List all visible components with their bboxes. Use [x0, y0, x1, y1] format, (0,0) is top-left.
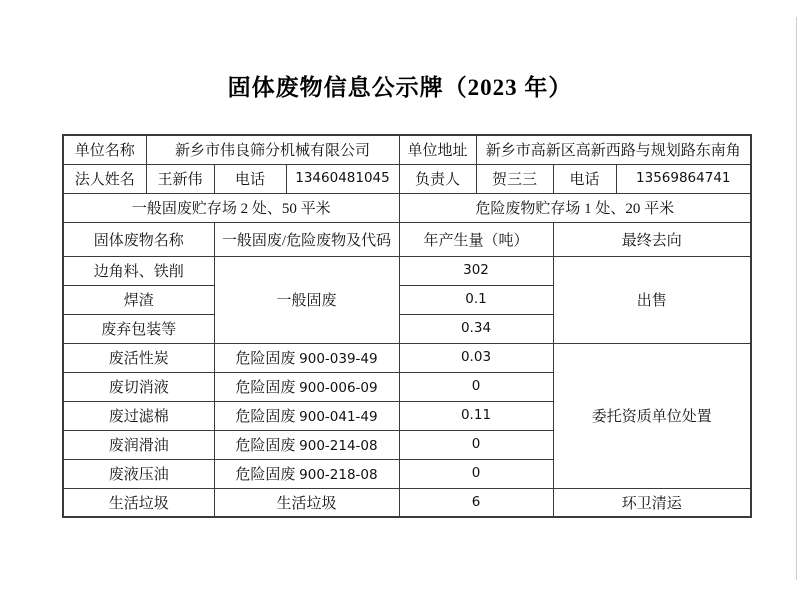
phone1-number: 13460481045: [295, 170, 390, 186]
phone2-label: 电话: [553, 164, 616, 193]
amount-value: 0: [471, 465, 481, 481]
phone1-label: 电话: [214, 164, 286, 193]
waste-amount: [399, 488, 553, 517]
amount-value: 0.11: [460, 407, 492, 423]
hazard-code: 900-006-09: [299, 380, 378, 396]
waste-code: 生活垃圾: [214, 488, 399, 517]
waste-amount: [399, 401, 553, 430]
waste-amount: [399, 372, 553, 401]
row-storage: [63, 193, 751, 222]
hazard-category: 危险固废: [235, 467, 296, 483]
waste-name: 生活垃圾: [63, 488, 214, 517]
waste-name: 废液压油: [63, 459, 214, 488]
general-storage-cell: 一般固废贮存场 2 处、50 平米: [63, 193, 399, 222]
amount-value: 6: [471, 493, 481, 510]
amount-value: 0.1: [465, 291, 487, 307]
hazard-category: 危险固废: [235, 380, 296, 396]
waste-name: 边角料、铁削: [63, 256, 214, 285]
unit-address-label: 单位地址: [399, 135, 476, 164]
hazard-code: 900-041-49: [299, 409, 378, 425]
row-contacts: [63, 164, 751, 193]
waste-amount: [399, 256, 553, 285]
phone2-number: 13569864741: [636, 170, 731, 186]
amount-value: 302: [463, 262, 489, 278]
table-row: [63, 488, 751, 517]
hazard-storage-cell: 危险废物贮存场 1 处、20 平米: [399, 193, 751, 222]
phone1-value: [286, 164, 399, 193]
amount-value: 0: [471, 436, 481, 452]
manager-value: 贺三三: [476, 164, 553, 193]
hazard-category: 危险固废: [235, 351, 296, 367]
waste-amount: [399, 314, 553, 343]
row-unit-info: [63, 135, 751, 164]
unit-address-value: 新乡市高新区高新西路与规划路东南角: [476, 135, 751, 164]
waste-code: [214, 372, 399, 401]
col-header-destination: 最终去向: [553, 222, 751, 256]
waste-code: [214, 459, 399, 488]
table-row: [63, 343, 751, 372]
phone2-value: [616, 164, 751, 193]
hazard-category: 危险固废: [235, 409, 296, 425]
waste-code: [214, 343, 399, 372]
col-header-amount: 年产生量（吨）: [399, 222, 553, 256]
hazard-category: 危险固废: [235, 438, 296, 454]
waste-name: 废弃包装等: [63, 314, 214, 343]
unit-name-value: 新乡市伟良筛分机械有限公司: [146, 135, 399, 164]
legal-person-value: 王新伟: [146, 164, 214, 193]
waste-amount: [399, 459, 553, 488]
waste-name: 废过滤棉: [63, 401, 214, 430]
general-destination-cell: 出售: [553, 256, 751, 343]
waste-name: 废润滑油: [63, 430, 214, 459]
hazard-code: 900-214-08: [299, 438, 378, 454]
waste-name: 废活性炭: [63, 343, 214, 372]
waste-amount: [399, 285, 553, 314]
unit-name-label: 单位名称: [63, 135, 146, 164]
page-edge-divider: [796, 17, 797, 580]
waste-name: 废切消液: [63, 372, 214, 401]
amount-value: 0.03: [460, 349, 492, 365]
hazard-code: 900-039-49: [299, 351, 378, 367]
domestic-destination-cell: 环卫清运: [553, 488, 751, 517]
waste-name: 焊渣: [63, 285, 214, 314]
amount-value: 0.34: [460, 320, 492, 336]
hazardous-destination-cell: 委托资质单位处置: [553, 343, 751, 488]
manager-label: 负责人: [399, 164, 476, 193]
waste-code: [214, 401, 399, 430]
col-header-name: 固体废物名称: [63, 222, 214, 256]
hazard-code: 900-218-08: [299, 467, 378, 483]
page-title: 固体废物信息公示牌（2023 年）: [227, 75, 573, 100]
waste-code: [214, 430, 399, 459]
col-header-code: 一般固废/危险废物及代码: [214, 222, 399, 256]
solid-waste-notice-table: [62, 134, 752, 518]
amount-value: 0: [471, 378, 481, 394]
waste-amount: [399, 343, 553, 372]
legal-person-label: 法人姓名: [63, 164, 146, 193]
waste-amount: [399, 430, 553, 459]
general-category-cell: 一般固废: [214, 256, 399, 343]
row-column-headers: [63, 222, 751, 256]
table-row: [63, 256, 751, 285]
